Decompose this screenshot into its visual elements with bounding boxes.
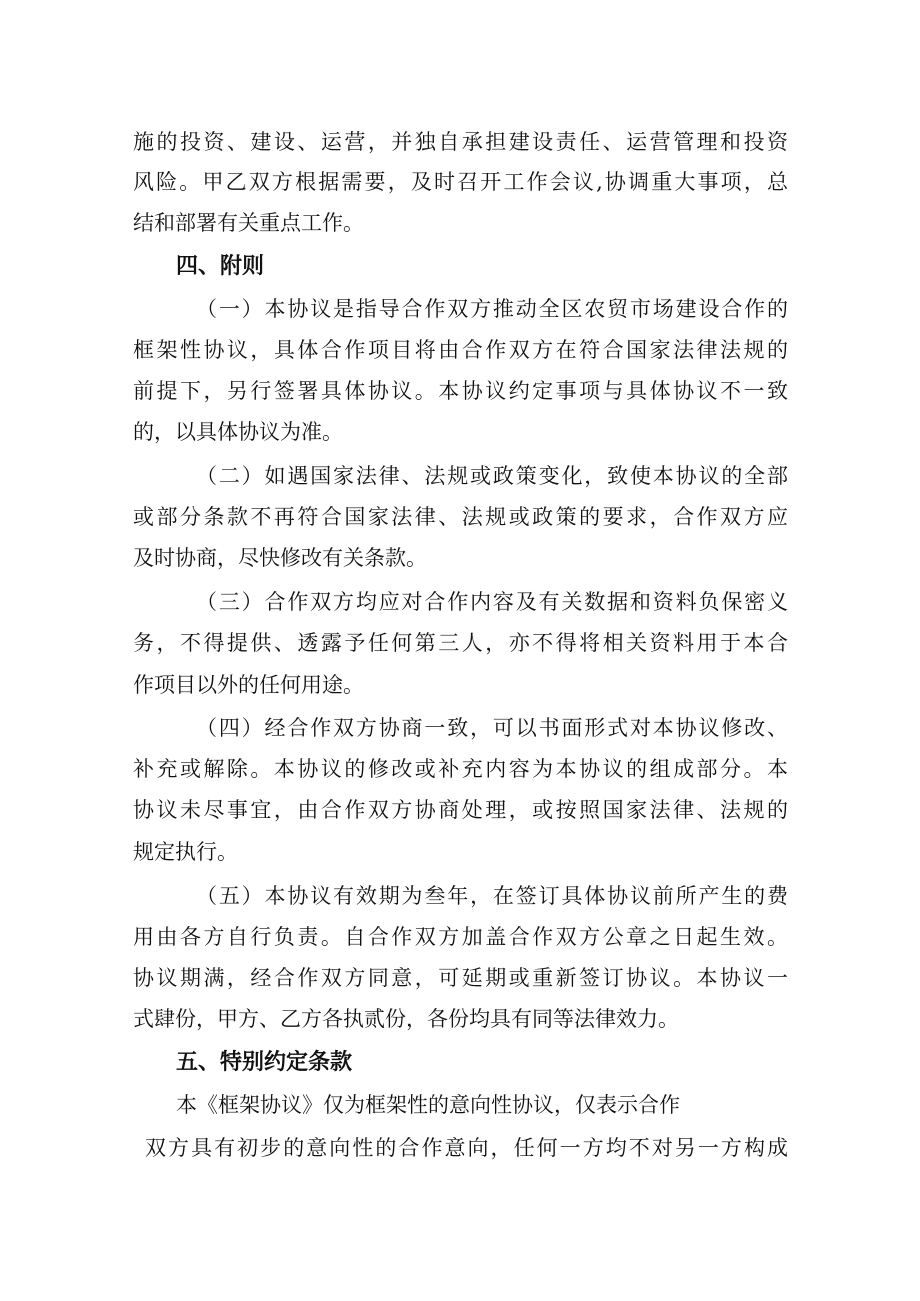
s4-item4-line-4: 规定执行。 xyxy=(133,840,238,864)
s4-item2-line-1: （二）如遇国家法律、法规或政策变化，致使本协议的全部 xyxy=(196,464,788,488)
intro-line-3: 结和部署有关重点工作。 xyxy=(133,211,364,235)
s4-item3-line-1: （三）合作双方均应对合作内容及有关数据和资料负保密义 xyxy=(196,590,788,614)
s4-item5-line-2: 用由各方自行负责。自合作双方加盖合作双方公章之日起生效。 xyxy=(133,925,788,949)
intro-line-2: 风险。甲乙双方根据需要，及时召开工作会议,协调重大事项，总 xyxy=(133,170,788,194)
s4-item1-line-4: 的，以具体协议为准。 xyxy=(133,420,343,444)
s4-item1-line-1: （一）本协议是指导合作双方推动全区农贸市场建设合作的 xyxy=(196,297,788,321)
s4-item4-line-2: 补充或解除。本协议的修改或补充内容为本协议的组成部分。本 xyxy=(133,757,788,781)
section-4-heading: 四、附则 xyxy=(176,254,265,279)
intro-line-1: 施的投资、建设、运营，并独自承担建设责任、运营管理和投资 xyxy=(133,130,788,154)
s5-line-1: 本《框架协议》仅为框架性的意向性协议，仅表示合作 xyxy=(176,1093,680,1117)
s4-item1-line-2: 框架性协议，具体合作项目将由合作双方在符合国家法律法规的 xyxy=(133,338,788,362)
s4-item3-line-3: 作项目以外的任何用途。 xyxy=(133,673,364,697)
s4-item4-line-1: （四）经合作双方协商一致，可以书面形式对本协议修改、 xyxy=(196,716,788,740)
s4-item5-line-4: 式肆份，甲方、乙方各执贰份，各份均具有同等法律效力。 xyxy=(133,1007,679,1031)
s4-item4-line-3: 协议未尽事宜，由合作双方协商处理，或按照国家法律、法规的 xyxy=(133,798,788,822)
s4-item1-line-3: 前提下，另行签署具体协议。本协议约定事项与具体协议不一致 xyxy=(133,379,788,403)
section-5-heading: 五、特别约定条款 xyxy=(176,1050,353,1075)
s4-item5-line-1: （五）本协议有效期为叁年，在签订具体协议前所产生的费 xyxy=(196,884,788,908)
s4-item2-line-2: 或部分条款不再符合国家法律、法规或政策的要求，合作双方应 xyxy=(133,505,788,529)
s4-item2-line-3: 及时协商，尽快修改有关条款。 xyxy=(133,546,427,570)
s4-item3-line-2: 务，不得提供、透露予任何第三人，亦不得将相关资料用于本合 xyxy=(133,631,788,655)
s5-line-2: 双方具有初步的意向性的合作意向，任何一方均不对另一方构成 xyxy=(145,1136,788,1160)
s4-item5-line-3: 协议期满，经合作双方同意，可延期或重新签订协议。本协议一 xyxy=(133,966,788,990)
